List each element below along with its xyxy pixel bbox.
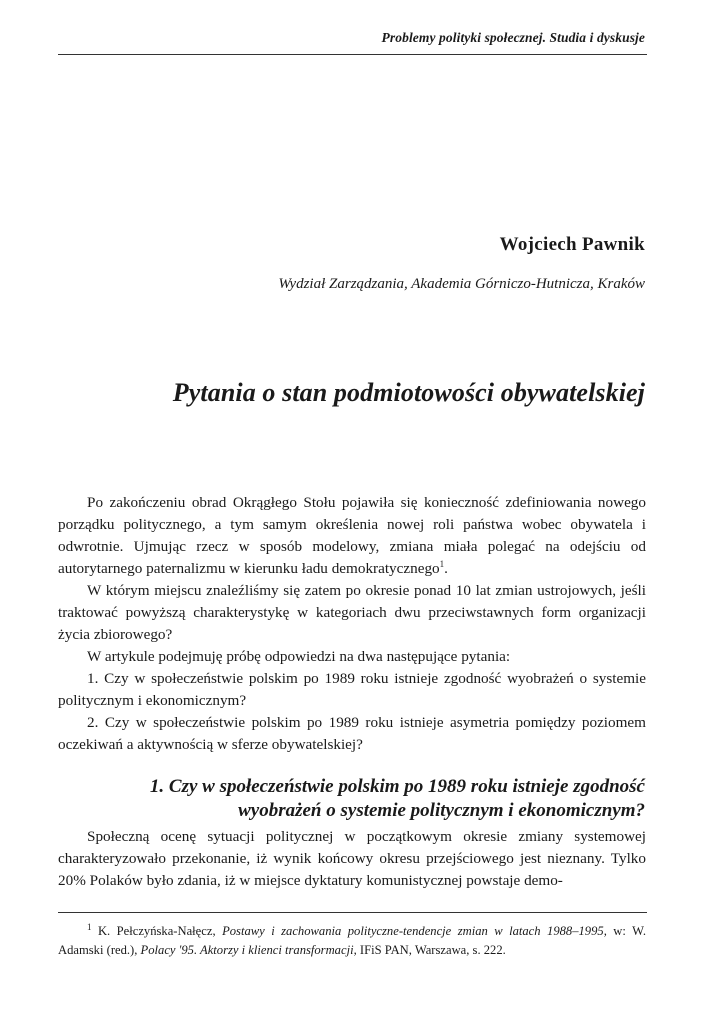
header-rule [58, 54, 647, 55]
author-name: Wojciech Pawnik [499, 234, 645, 255]
paragraph-2: W którym miejscu znaleźliśmy się zatem po okresie ponad 10 lat zmian ustrojowych, jeśli traktować powyższą charakterystykę w kategoriach dwu przeciwstawnych form organizacji życia zbiorowego? [58, 582, 646, 643]
paragraph-1 [58, 492, 646, 580]
footnote-rule [58, 912, 647, 913]
question-1: 1. Czy w społeczeństwie polskim po 1989 roku istnieje zgodność wyobrażeń o systemie politycznym i ekonomicznym? [58, 670, 646, 709]
footnote-book-title: Polacy '95. Aktorzy i klienci transformacji, [140, 943, 357, 957]
paragraph-3: W artykule podejmuję próbę odpowiedzi na dwa następujące pytania: [87, 648, 511, 665]
paragraph-1-end: . [444, 560, 448, 577]
article-title: Pytania o stan podmiotowości obywatelskiej [172, 378, 645, 407]
author-affiliation: Wydział Zarządzania, Akademia Górniczo-Hutnicza, Kraków [278, 276, 645, 292]
footnote-marker: 1 [87, 921, 92, 932]
footnote-1 [58, 922, 646, 960]
section-heading-line-1: 1. Czy w społeczeństwie polskim po 1989 roku istnieje zgodność [149, 776, 645, 797]
footnote-publisher: IFiS PAN, Warszawa, s. 222. [359, 943, 506, 957]
paragraph-1-text: Po zakończeniu obrad Okrągłego Stołu pojawiła się konieczność zdefiniowania nowego porządku politycznego, a tym samym określenia nowej roli państwa wobec obywatela i odwrotnie. Ujmując rzecz w sposób modelowy, zmiana miała polegać na odejściu od autorytarnego paternalizmu w kierunku ładu demokratycznego [58, 494, 646, 577]
section-1-paragraph: Społeczną ocenę sytuacji politycznej w początkowym okresie zmiany systemowej charakteryzowało przekonanie, iż wynik końcowy okresu przejściowego jest nieznany. Tylko 20% Polaków było zdania, iż w miejsce dyktatury komunistycznej powstaje demo- [58, 828, 646, 889]
section-heading-line-2: wyobrażeń o systemie politycznym i ekonomicznym? [238, 800, 645, 821]
footnote-ref-1[interactable]: 1 [439, 558, 445, 569]
section-1-body [58, 826, 646, 892]
footnote-author: K. Pełczyńska-Nałęcz, [97, 924, 216, 938]
running-head: Problemy polityki społecznej. Studia i dyskusje [381, 30, 645, 45]
intro-body [58, 492, 646, 756]
footnote-in: w: W. Adamski (red.), [58, 924, 646, 957]
footnote-work-title: Postawy i zachowania polityczne-tendencje zmian w latach 1988–1995, [222, 924, 607, 938]
section-heading-1 [85, 775, 645, 823]
question-2: 2. Czy w społeczeństwie polskim po 1989 roku istnieje asymetria pomiędzy poziomem oczekiwań a aktywnością w sferze obywatelskiej? [58, 714, 646, 753]
